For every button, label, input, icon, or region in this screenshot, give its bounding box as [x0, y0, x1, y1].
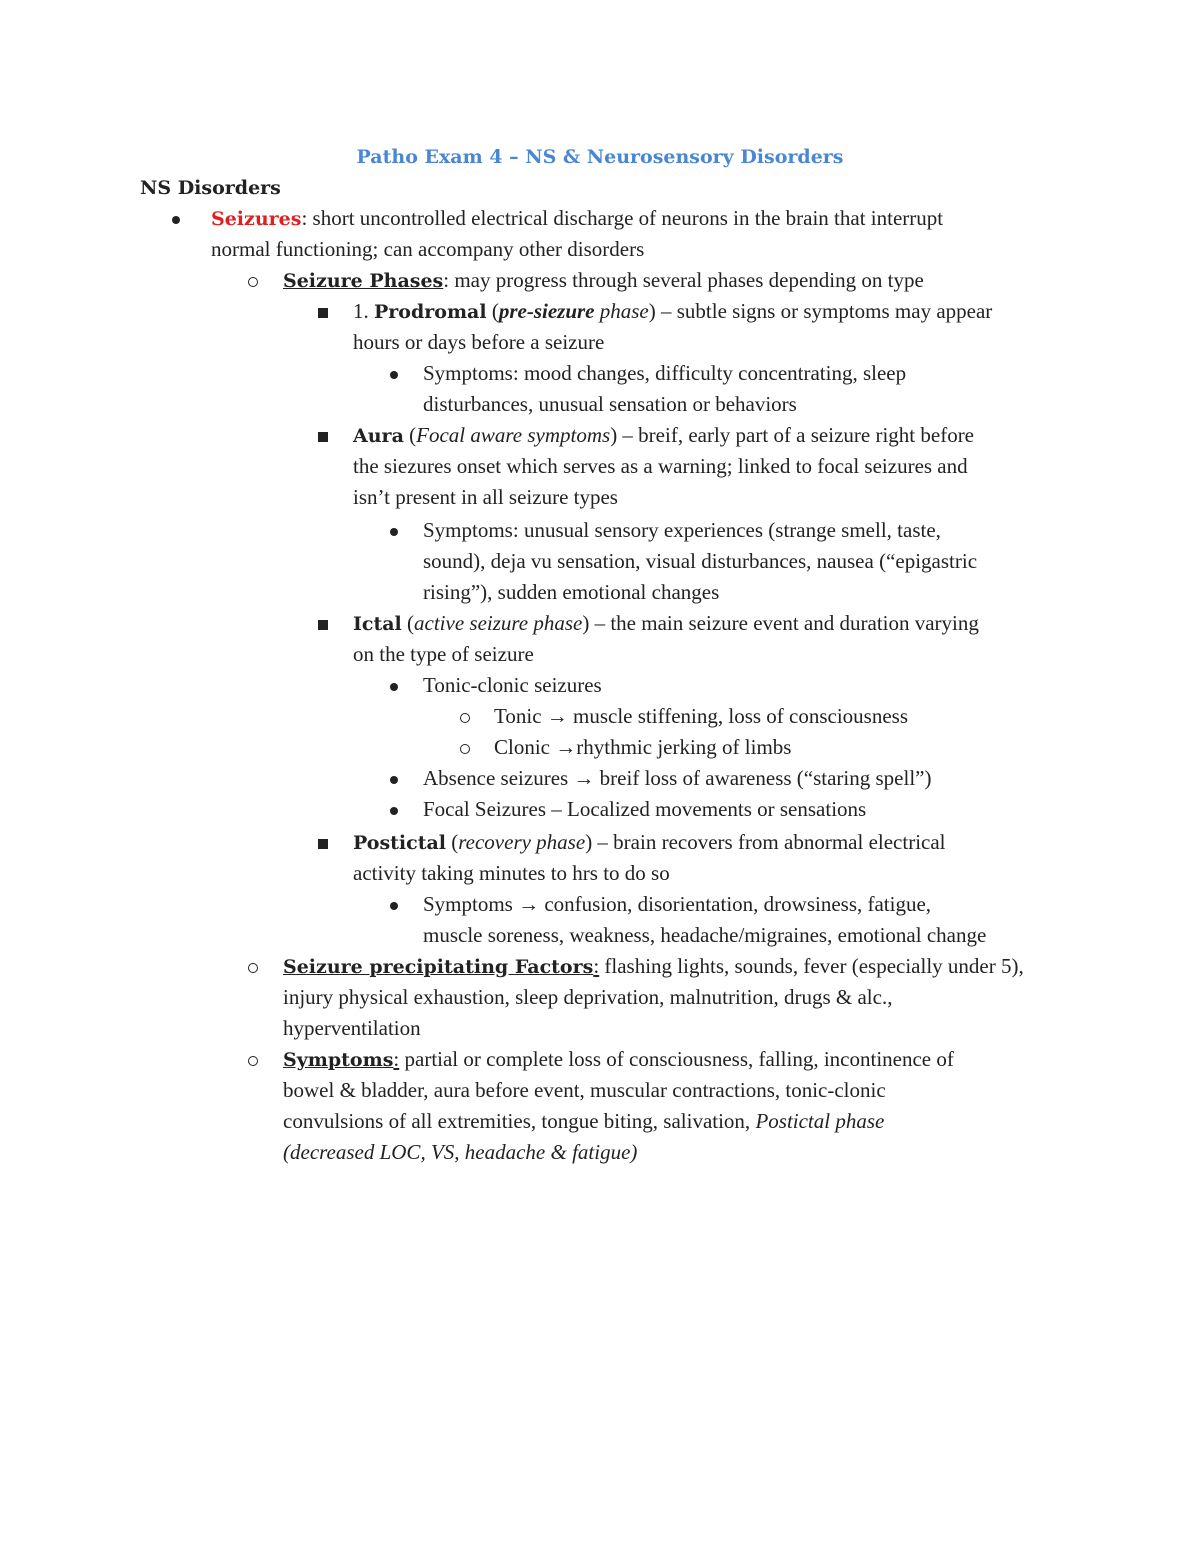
- circle-marker: [460, 732, 470, 763]
- bullet-marker: [390, 358, 398, 389]
- postictal-symptoms-2: muscle soreness, weakness, headache/migraines, emotional change: [423, 923, 987, 947]
- ictal-line-2: on the type of seizure: [353, 642, 534, 666]
- phases-term: Seizure Phases: [283, 270, 444, 292]
- ictal-line-1: Ictal (active seizure phase) – the main seizure event and duration varying: [353, 611, 979, 635]
- factors-line-1: Seizure precipitating Factors: flashing lights, sounds, fever (especially under 5),: [283, 954, 1024, 978]
- page-title: Patho Exam 4 – NS & Neurosensory Disorders: [356, 146, 844, 168]
- seizures-line-1: Seizures: short uncontrolled electrical discharge of neurons in the brain that interrupt: [211, 206, 944, 230]
- ictal-term: Ictal: [353, 613, 402, 635]
- bullet-marker: [390, 670, 398, 701]
- bullet-marker: [390, 889, 398, 920]
- symptoms-line-1: Symptoms: partial or complete loss of consciousness, falling, incontinence of: [283, 1047, 954, 1071]
- circle-marker: [248, 1044, 258, 1075]
- square-marker: [318, 296, 328, 327]
- postictal-term: Postictal: [353, 832, 447, 854]
- postictal-symptoms-1: Symptoms → confusion, disorientation, drowsiness, fatigue,: [423, 892, 932, 916]
- aura-symptoms-2: sound), deja vu sensation, visual disturbances, nausea (“epigastric: [423, 549, 978, 573]
- circle-marker: [248, 265, 258, 296]
- symptoms-term: Symptoms: [283, 1049, 394, 1071]
- postictal-line-1: Postictal (recovery phase) – brain recovers from abnormal electrical: [353, 830, 946, 854]
- aura-line-1: Aura (Focal aware symptoms) – breif, early part of a seizure right before: [353, 423, 975, 447]
- aura-line-2: the siezures onset which serves as a warning; linked to focal seizures and: [353, 454, 968, 478]
- section-heading: NS Disorders: [140, 177, 281, 199]
- factors-line-2: injury physical exhaustion, sleep deprivation, malnutrition, drugs & alc.,: [283, 985, 893, 1009]
- prodromal-symptoms-2: disturbances, unusual sensation or behaviors: [423, 392, 797, 416]
- circle-marker: [248, 951, 258, 982]
- clonic-item: Clonic →rhythmic jerking of limbs: [494, 735, 792, 759]
- symptoms-line-3: convulsions of all extremities, tongue biting, salivation, Postictal phase: [283, 1109, 885, 1133]
- postictal-line-2: activity taking minutes to hrs to do so: [353, 861, 670, 885]
- factors-line-3: hyperventilation: [283, 1016, 421, 1040]
- aura-symptoms-1: Symptoms: unusual sensory experiences (strange smell, taste,: [423, 518, 941, 542]
- square-marker: [318, 608, 328, 639]
- bullet-marker: [172, 203, 180, 234]
- tonic-clonic-item: Tonic-clonic seizures: [423, 673, 602, 697]
- factors-term: Seizure precipitating Factors: [283, 956, 594, 978]
- aura-symptoms-3: rising”), sudden emotional changes: [423, 580, 720, 604]
- bullet-marker: [390, 794, 398, 825]
- circle-marker: [460, 701, 470, 732]
- square-marker: [318, 420, 328, 451]
- aura-line-3: isn’t present in all seizure types: [353, 485, 618, 509]
- prodromal-term: Prodromal: [374, 301, 487, 323]
- prodromal-symptoms-1: Symptoms: mood changes, difficulty concentrating, sleep: [423, 361, 907, 385]
- bullet-marker: [390, 515, 398, 546]
- focal-item: Focal Seizures – Localized movements or sensations: [423, 797, 867, 821]
- tonic-item: Tonic → muscle stiffening, loss of consciousness: [494, 704, 909, 728]
- prodromal-line-2: hours or days before a seizure: [353, 330, 605, 354]
- prodromal-line-1: 1. Prodromal (pre-siezure phase) – subtle signs or symptoms may appear: [353, 299, 993, 323]
- square-marker: [318, 827, 328, 858]
- seizures-term: Seizures: [211, 208, 302, 230]
- symptoms-line-2: bowel & bladder, aura before event, muscular contractions, tonic-clonic: [283, 1078, 886, 1102]
- aura-term: Aura: [353, 425, 404, 447]
- phases-line: Seizure Phases: may progress through several phases depending on type: [283, 268, 924, 292]
- seizures-line-2: normal functioning; can accompany other disorders: [211, 237, 645, 261]
- symptoms-line-4: (decreased LOC, VS, headache & fatigue): [283, 1140, 638, 1164]
- bullet-marker: [390, 763, 398, 794]
- absence-item: Absence seizures → breif loss of awareness (“staring spell”): [423, 766, 932, 790]
